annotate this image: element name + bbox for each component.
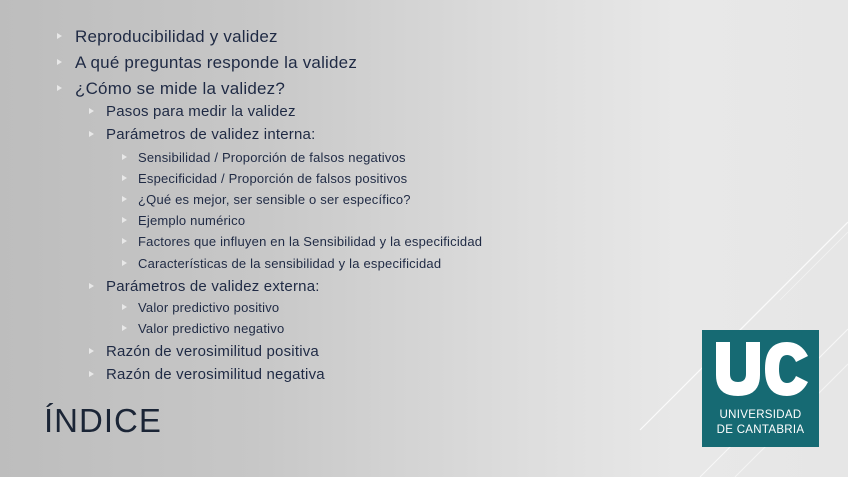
slide-title: ÍNDICE <box>44 402 162 439</box>
bullet-arrow-icon <box>122 260 127 266</box>
outline-item-text: Razón de verosimilitud negativa <box>106 366 325 383</box>
bullet-arrow-icon <box>122 238 127 244</box>
bullet-arrow-icon <box>57 33 62 39</box>
bullet-arrow-icon <box>89 108 94 114</box>
outline-item-text: Parámetros de validez externa: <box>106 278 320 295</box>
bullet-arrow-icon <box>122 175 127 181</box>
bullet-arrow-icon <box>122 325 127 331</box>
bullet-arrow-icon <box>122 217 127 223</box>
bullet-arrow-icon <box>89 371 94 377</box>
outline-item-text: Sensibilidad / Proporción de falsos negativos <box>138 150 406 165</box>
outline-item-text: Factores que influyen en la Sensibilidad y la especificidad <box>138 234 483 249</box>
logo-line-2: DE CANTABRIA <box>716 424 805 436</box>
university-logo <box>702 330 819 447</box>
bullet-arrow-icon <box>57 85 62 91</box>
bullet-arrow-icon <box>57 59 62 65</box>
bullet-arrow-icon <box>122 154 127 160</box>
outline-item-text: Reproducibilidad y validez <box>75 27 278 46</box>
outline-item-text: Valor predictivo negativo <box>138 321 285 336</box>
outline-item-text: Especificidad / Proporción de falsos positivos <box>138 171 408 186</box>
outline-item-level-2 <box>106 278 320 295</box>
outline-item-level-2 <box>106 366 325 383</box>
outline-item-text: A qué preguntas responde la validez <box>75 53 358 72</box>
outline-item-level-3 <box>138 171 407 186</box>
outline-item-level-2 <box>106 343 319 360</box>
outline-item-level-1 <box>75 27 278 47</box>
outline-item-text: Valor predictivo positivo <box>138 300 280 315</box>
outline-item-text: ¿Qué es mejor, ser sensible o ser específico? <box>138 192 411 207</box>
outline-item-text: ¿Cómo se mide la validez? <box>75 79 286 98</box>
bullet-arrow-icon <box>89 283 94 289</box>
outline-item-text: Razón de verosimilitud positiva <box>106 343 319 360</box>
outline-item-level-3 <box>138 256 441 271</box>
outline-item-level-1 <box>75 53 357 73</box>
outline-item-text: Parámetros de validez interna: <box>106 126 316 143</box>
outline-item-text: Pasos para medir la validez <box>106 103 296 120</box>
outline-item-text: Ejemplo numérico <box>138 213 246 228</box>
bullet-arrow-icon <box>89 131 94 137</box>
outline-item-level-3 <box>138 213 245 228</box>
outline-item-level-2 <box>106 126 315 143</box>
bullet-arrow-icon <box>122 304 127 310</box>
outline-item-level-3 <box>138 150 406 165</box>
outline-item-level-2 <box>106 103 296 120</box>
outline-item-text: Características de la sensibilidad y la especificidad <box>138 256 442 271</box>
outline-item-level-3 <box>138 300 279 315</box>
bullet-arrow-icon <box>89 348 94 354</box>
outline-item-level-1 <box>75 79 285 99</box>
outline-item-level-3 <box>138 192 411 207</box>
logo-line-1: UNIVERSIDAD <box>719 409 802 421</box>
outline-item-level-3 <box>138 321 284 336</box>
bullet-arrow-icon <box>122 196 127 202</box>
outline-item-level-3 <box>138 234 482 249</box>
